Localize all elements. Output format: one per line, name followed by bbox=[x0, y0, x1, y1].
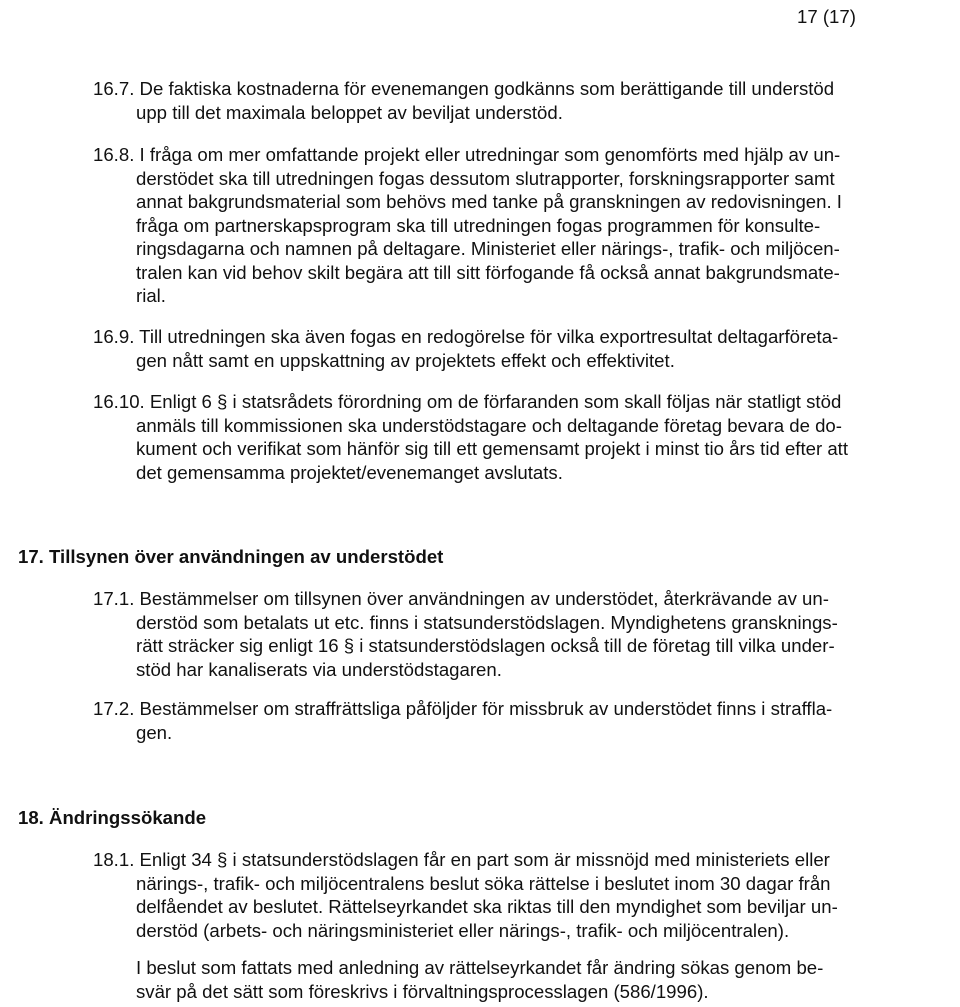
paragraph-line: rätt sträcker sig enligt 16 § i statsunderstödslagen också till de företag till vilka under- bbox=[136, 635, 835, 656]
paragraph-line: 16.7. De faktiska kostnaderna för evenemangen godkänns som berättigande till understöd bbox=[93, 78, 835, 99]
paragraph-line: gen nått samt en uppskattning av projektets effekt och effektivitet. bbox=[136, 349, 675, 371]
paragraph-line: svär på det sätt som föreskrivs i förvaltningsprocesslagen (586/1996). bbox=[136, 980, 709, 1002]
paragraph-line: gen. bbox=[136, 721, 173, 743]
paragraph-16-9 bbox=[93, 325, 838, 372]
paragraph-16-7 bbox=[93, 77, 834, 124]
paragraph-line: derstödet ska till utredningen fogas dessutom slutrapporter, forskningsrapporter samt bbox=[136, 167, 835, 189]
paragraph-line: upp till det maximala beloppet av beviljat understöd. bbox=[136, 101, 563, 123]
paragraph-line: derstöd som betalats ut etc. finns i statsunderstödslagen. Myndighetens gransknings- bbox=[136, 611, 838, 633]
paragraph-line: kument och verifikat som hänför sig till ett gemensamt projekt i minst tio års tid efter att bbox=[136, 438, 849, 459]
paragraph-line: derstöd (arbets- och näringsministeriet eller närings-, trafik- och miljöcentralen). bbox=[136, 919, 790, 941]
section-heading-18: 18. Ändringssökande bbox=[18, 807, 207, 828]
paragraph-line: 16.10. Enligt 6 § i statsrådets förordning om de förfaranden som skall följas när statligt stöd bbox=[93, 391, 842, 412]
page-number: 17 (17) bbox=[797, 6, 856, 27]
paragraph-line: rial. bbox=[136, 285, 166, 306]
paragraph-line: 16.8. I fråga om mer omfattande projekt eller utredningar som genomförts med hjälp av un- bbox=[93, 144, 841, 165]
paragraph-line: 17.1. Bestämmelser om tillsynen över användningen av understödet, återkrävande av un- bbox=[93, 588, 829, 609]
paragraph-line: tralen kan vid behov skilt begära att till sitt förfogande få också annat bakgrundsmate- bbox=[136, 261, 840, 283]
paragraph-line: anmäls till kommissionen ska understödstagare och deltagande företag bevara de do- bbox=[136, 414, 842, 436]
paragraph-line: ringsdagarna och namnen på deltagare. Ministeriet eller närings-, trafik- och miljöcen- bbox=[136, 238, 840, 259]
paragraph-line: 16.9. Till utredningen ska även fogas en redogörelse för vilka exportresultat deltagarföreta- bbox=[93, 326, 839, 347]
paragraph-line: delfåendet av beslutet. Rättelseyrkandet ska riktas till den myndighet som beviljar un- bbox=[136, 896, 838, 917]
paragraph-18-1-continued bbox=[93, 956, 823, 1003]
paragraph-line: fråga om partnerskapsprogram ska till utredningen fogas programmen för konsulte- bbox=[136, 214, 821, 236]
paragraph-line: närings-, trafik- och miljöcentralens beslut söka rättelse i beslutet inom 30 dagar från bbox=[136, 872, 831, 894]
paragraph-line: I beslut som fattats med anledning av rättelseyrkandet får ändring sökas genom be- bbox=[136, 957, 824, 978]
paragraph-line: annat bakgrundsmaterial som behövs med tanke på granskningen av redovisningen. I bbox=[136, 191, 842, 212]
paragraph-17-1 bbox=[93, 587, 838, 681]
paragraph-line: det gemensamma projektet/evenemanget avslutats. bbox=[136, 461, 563, 483]
paragraph-line: 17.2. Bestämmelser om straffrättsliga påföljder för missbruk av understödet finns i straffla- bbox=[93, 698, 833, 719]
section-heading-17: 17. Tillsynen över användningen av understödet bbox=[18, 546, 444, 567]
paragraph-16-10 bbox=[93, 390, 848, 484]
paragraph-line: stöd har kanaliserats via understödstagaren. bbox=[136, 658, 502, 680]
paragraph-17-2 bbox=[93, 697, 832, 744]
paragraph-line: 18.1. Enligt 34 § i statsunderstödslagen får en part som är missnöjd med ministeriets eller bbox=[93, 849, 830, 870]
paragraph-16-8 bbox=[93, 143, 842, 308]
paragraph-18-1 bbox=[93, 848, 838, 942]
